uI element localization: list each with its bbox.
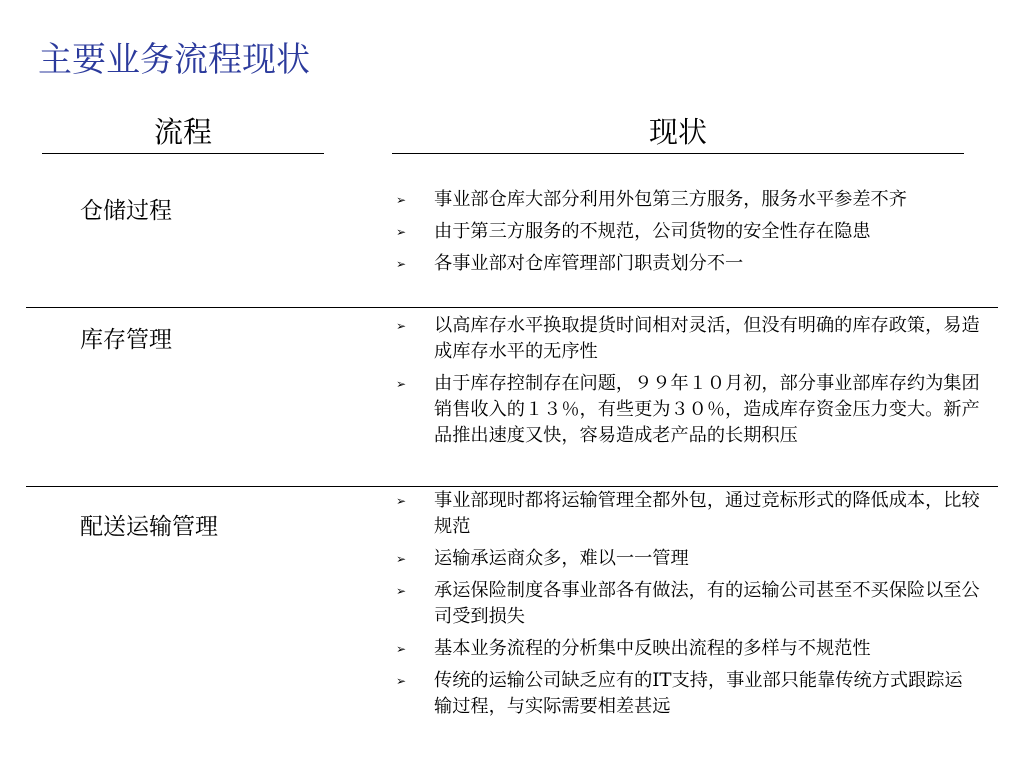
list-item [396,636,980,662]
status-list [396,488,980,726]
page-title: 主要业务流程现状 [38,40,310,80]
row-divider [26,307,998,308]
row-divider [26,486,998,487]
process-name: 配送运输管理 [80,514,218,540]
list-item-text: 承运保险制度各事业部各有做法，有的运输公司甚至不买保险以至公司受到损失 [434,580,980,627]
chevron-right-icon: ➢ [396,674,407,688]
list-item-text: 运输承运商众多，难以一一管理 [434,548,689,569]
list-item [396,219,980,245]
chevron-right-icon: ➢ [396,377,407,391]
list-item [396,251,980,277]
process-name: 库存管理 [80,327,172,353]
list-item-text: 由于库存控制存在问题，９９年１０月初，部分事业部库存约为集团销售收入的１３％，有些更为３０％，造成库存资金压力变大。新产品推出速度又快，容易造成老产品的长期积压 [434,373,980,446]
list-item-text: 事业部现时都将运输管理全都外包，通过竞标形式的降低成本，比较规范 [434,490,980,537]
list-item [396,371,980,449]
header-underline-status [392,153,964,154]
list-item-text: 基本业务流程的分析集中反映出流程的多样与不规范性 [434,638,871,659]
status-list [396,313,980,455]
chevron-right-icon: ➢ [396,584,407,598]
chevron-right-icon: ➢ [396,642,407,656]
process-name: 仓储过程 [80,198,172,224]
chevron-right-icon: ➢ [396,193,407,207]
chevron-right-icon: ➢ [396,225,407,239]
list-item-text: 传统的运输公司缺乏应有的IT支持，事业部只能靠传统方式跟踪运输过程，与实际需要相差甚远 [434,670,963,717]
chevron-right-icon: ➢ [396,319,407,333]
list-item-text: 各事业部对仓库管理部门职责划分不一 [434,253,744,274]
header-underline-process [42,153,324,154]
list-item [396,488,980,540]
list-item-text: 由于第三方服务的不规范，公司货物的安全性存在隐患 [434,221,871,242]
list-item [396,578,980,630]
list-item [396,187,980,213]
list-item-text: 以高库存水平换取提货时间相对灵活，但没有明确的库存政策，易造成库存水平的无序性 [434,315,980,362]
column-header-status: 现状 [648,115,707,149]
list-item [396,668,980,720]
list-item [396,313,980,365]
list-item [396,546,980,572]
list-item-text: 事业部仓库大部分利用外包第三方服务，服务水平参差不齐 [434,189,907,210]
chevron-right-icon: ➢ [396,257,407,271]
status-list [396,187,980,283]
chevron-right-icon: ➢ [396,494,407,508]
chevron-right-icon: ➢ [396,552,407,566]
column-header-process: 流程 [153,115,212,149]
